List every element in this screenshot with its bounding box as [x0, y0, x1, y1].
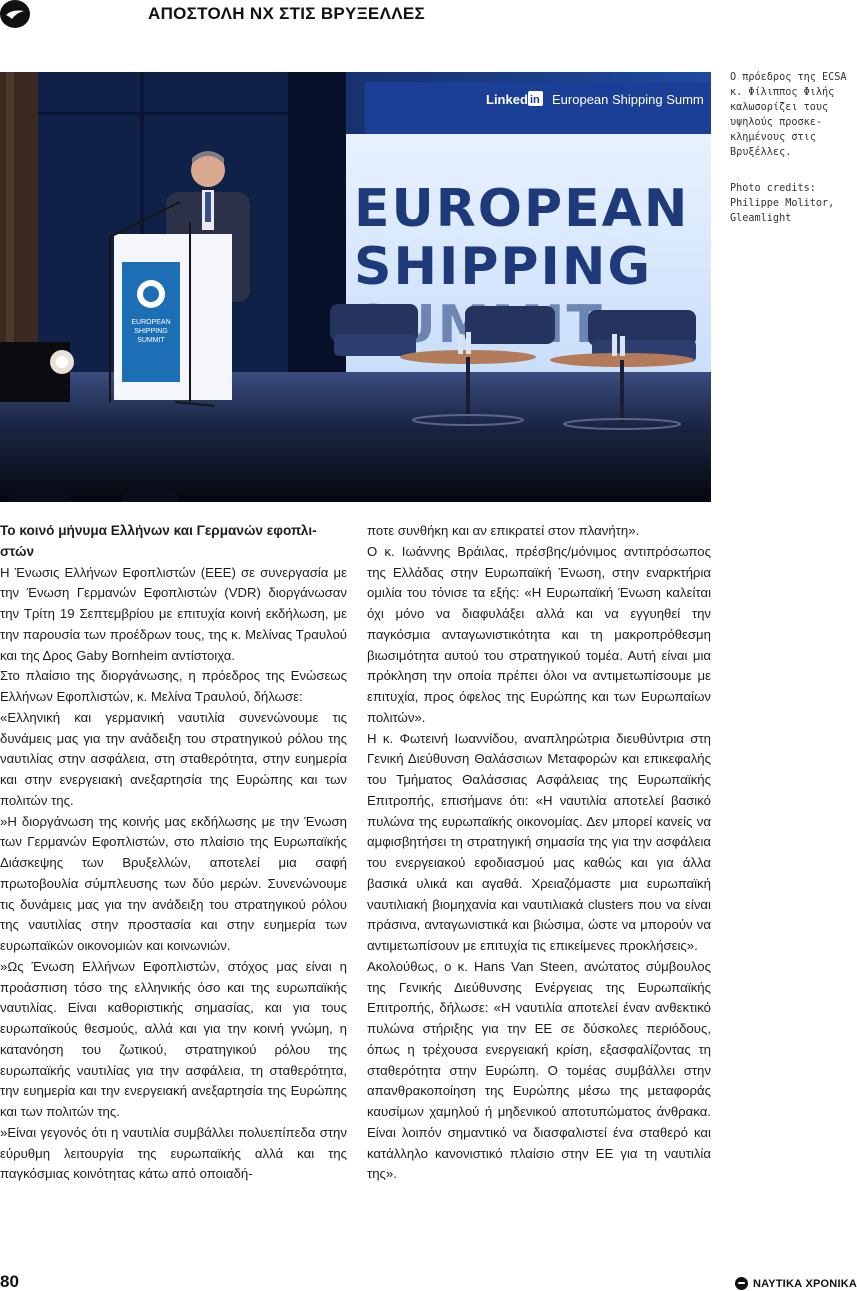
- caption-text: Ο πρόεδρος της ECSA κ. Φίλιππος Φιλής καλωσορίζει τους υψηλούς προσκε- κλημένους στις Βρυξέλλες.: [730, 72, 847, 158]
- paragraph: ποτε συνθήκη και αν επικρατεί στον πλανήτη».: [367, 523, 640, 538]
- section-title: ΑΠΟΣΤΟΛΗ ΝΧ ΣΤΙΣ ΒΡΥΞΕΛΛΕΣ: [148, 4, 425, 23]
- photo-banner-text: European Shipping Summ: [552, 92, 704, 107]
- paragraph: «Ελληνική και γερμανική ναυτιλία συνενώνουμε τις δυνάμεις μας για την ανάδειξη του στρατηγικού ρόλου της ναυτιλίας στην ασφάλεια, στη σταθερότητα, στην ευημερία και στην ενεργειακή ανεξαρτησία της Ευρώπης και των πολιτών της.: [0, 709, 347, 808]
- photo-caption: [730, 70, 857, 226]
- publication-name: ΝΑΥΤΙΚΑ ΧΡΟΝΙΚΑ: [752, 1277, 857, 1290]
- photo-brand-text: Linked: [486, 92, 528, 107]
- paragraph: »Ως Ένωση Ελλήνων Εφοπλιστών, στόχος μας είναι η προάσπιση τόσο της ελληνικής όσο και της ευρωπαϊκής ναυτιλίας. Είναι καθοριστικής σημασίας, και για τους ευρωπαϊκούς θεσμούς, αλλά και για την κοινή γνώμη, η κατανόηση του ζωτικού, στρατηγικού ρόλου της ευρωπαϊκής ναυτιλίας για την ασφάλεια, τη σταθερότητα, την ευημερία και την ενεργειακή ανεξαρτησία της Ευρώπης και των πολιτών της.: [0, 958, 347, 1119]
- page-number: 80: [0, 1272, 19, 1291]
- paragraph: »Η διοργάνωση της κοινής μας εκδήλωσης με την Ένωση των Γερμανών Εφοπλιστών, στο πλαίσιο της Ευρωπαϊκής Διάσκεψης των Βρυξελλών, αποτελεί μια σαφή πρωτοβουλία σύμπλευσης των δύο μερών. Συνενώνουμε τις δυνάμεις μας για την ανάδειξη του στρατηγικού ρόλου της ναυτιλίας στην προστασία και στην ευημερία των ευρωπαϊκών οικονομιών και κοινωνιών.: [0, 813, 347, 953]
- photo-podium-line2: SHIPPING: [134, 328, 168, 335]
- paragraph: »Είναι γεγονός ότι η ναυτιλία συμβάλλει πολυεπίπεδα στην εύρυθμη λειτουργία της ευρωπαϊκής αλλά και της παγκόσμιας κοινότητας κάτω από οποιαδή-: [0, 1124, 347, 1182]
- paragraph: Στο πλαίσιο της διοργάνωσης, η πρόεδρος της Ενώσεως Ελλήνων Εφοπλιστών, κ. Μελίνα Τραυλού, δήλωσε:: [0, 668, 347, 704]
- photo-podium-line1: EUROPEAN: [131, 319, 171, 326]
- article-column-right: [367, 521, 711, 1185]
- event-photo: [0, 72, 711, 502]
- paragraph: Η κ. Φωτεινή Ιωαννίδου, αναπληρώτρια διευθύντρια στη Γενική Διεύθυνση Θαλάσσιων Μεταφορών και επικεφαλής του Τμήματος Θαλάσσιας Ασφάλειας της Ευρωπαϊκής Επιτροπής, επισήμανε ότι: «Η ναυτιλία αποτελεί βασικό πυλώνα της ευρωπαϊκής οικονομίας. Δεν μπορεί κανείς να αμφισβητήσει τη στρατηγική σημασία της για την ασφάλεια του ενεργειακού εφοδιασμού μας καθώς και για άλλα βασικά υλικά και αγαθά. Χρειαζόμαστε μια ευρωπαϊκή ναυτιλιακή βιομηχανία και ναυτιλιακά clusters που να είναι πράσινα, ανταγωνιστικά και βιώσιμα, ώστε να μπορούν να αντιμετωπίσουν με επιτυχία τις επικείμενες προκλήσεις».: [367, 730, 711, 953]
- photo-brand-in: in: [530, 94, 540, 106]
- photo-screen-line1: EUROPEAN: [354, 179, 690, 239]
- publication-brand: [735, 1277, 857, 1290]
- photo-podium-line3: SUMMIT: [137, 337, 165, 344]
- photo-credits: Photo credits: Philippe Molitor, Gleamlight: [730, 183, 835, 224]
- paragraph: Ακολούθως, ο κ. Hans Van Steen, ανώτατος σύμβουλος της Γενικής Διεύθυνσης Ενέργειας της Ευρωπαϊκής Επιτροπής, δήλωσε: «Η ναυτιλία αποτελεί έναν ανθεκτικό πυλώνα στήριξης για την ΕΕ σε δύσκολες περιόδους, όπως η τρέχουσα ενεργειακή κρίση, εξασφαλίζοντας τη σταθερότητα στην Ευρώπη. Ο τομέας συμβάλλει στην απανθρακοποίηση της Ευρώπης μέσω της μεταφοράς καυσίμων χαμηλού ή μηδενικού αποτυπώματος άνθρακα. Είναι λοιπόν σημαντικό να διασφαλιστεί ένα σταθερό και κατάλληλο κανονιστικό πλαίσιο στην ΕΕ για τη ναυτιλία της».: [367, 958, 711, 1182]
- photo-screen-line2: SHIPPING: [354, 237, 653, 297]
- magazine-logo-icon: [0, 0, 30, 28]
- paragraph: Η Ένωσις Ελλήνων Εφοπλιστών (ΕΕΕ) σε συνεργασία με την Ένωση Γερμανών Εφοπλιστών (VDR) διοργάνωσαν την Τρίτη 19 Σεπτεμβρίου με επιτυχία κοινή εκδήλωση, με την παρουσία των προέδρων τους, της κ. Μελίνας Τραυλού και της Δρος Gaby Bornheim αντίστοιχα.: [0, 564, 347, 663]
- article-heading: Το κοινό μήνυμα Ελλήνων και Γερμανών εφοπλι-στών: [0, 523, 317, 559]
- paragraph: Ο κ. Ιωάννης Βράιλας, πρέσβης/μόνιμος αντιπρόσωπος της Ελλάδας στην Ευρωπαϊκή Ένωση, στην εναρκτήρια ομιλία του τόνισε τα εξής: «Η Ευρωπαϊκή Ένωση καλείται όχι μόνο να διαφυλάξει αλλά και να εγγυηθεί την παγκόσμια ανταγωνιστικότητα και τη μακροπρόθεσμη βιωσιμότητα αυτού του στρατηγικού τομέα. Αυτή είναι μια πρόκληση την οποία πρέπει όλοι να αντιμετωπίσουμε με επιτυχία, προς όφελος της Ευρώπης και των Ευρωπαίων πολιτών».: [367, 543, 711, 725]
- publication-logo-icon: [735, 1277, 748, 1290]
- article-column-left: [0, 521, 347, 1185]
